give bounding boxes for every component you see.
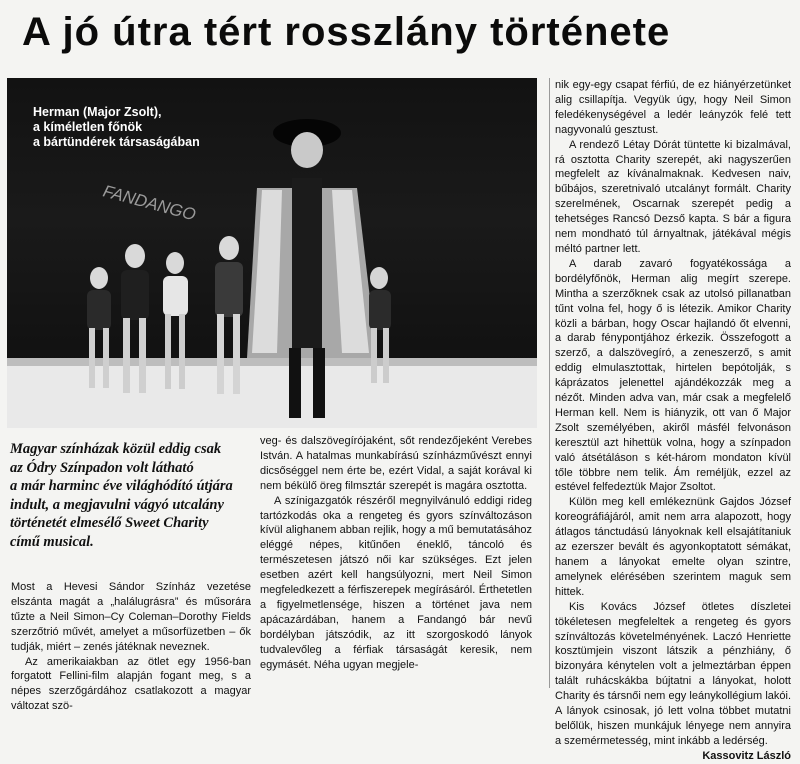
column-2 [260,434,532,673]
lead-paragraph [10,440,250,551]
body-paragraph: A színigazgatók részéről megnyilvánuló eddigi rideg tartózkodás oka a rengeteg és gyors színváltozáson kívül alighanem abban rejlik, hogy a mű bemutatásához eléggé népes, kitűnően éneklő, táncoló és természetesen játszó női kar szükséges. Ezt jelen esetben azért kell hangsúlyozni, mert Neil Simon megfeledkezett a férfiszerepek megírásáról. Érthetetlen a figyelmetlensége, hiszen a történet java nem apácazárdában, hanem a Fandangó bár nevű bordélyban játszódik, az itt szorgoskodó lányok tudvalevőleg a férfiak társaságát keresik, nem egymásét. Néha ugyan megjele- [260,494,532,671]
caption-line: a bártündérek társaságában [33,135,200,149]
body-paragraph: nik egy-egy csapat férfiú, de ez hiányérzetünket alig csillapítja. Vegyük úgy, hogy Neil Simon feledékenységével a ledér leányzók felé tett nagyvonalú gesztust. [555,79,791,136]
caption-line: a kíméletlen főnök [33,120,143,134]
lead-line: című musical. [10,533,94,550]
lead-line: indult, a megjavulni vágyó utcalány [10,496,224,513]
body-paragraph: A darab zavaró fogyatékossága a bordélyfőnök, Herman alig megírt szerepe. Mintha a szerzőknek csak az utolsó pillanatban tűnt volna fel, hogy ő is létezik. Amikor Charity közli a bárban, hogy Oscar hajlandó őt elvenni, a darab fénypontjához érkezik. Összefogott a szerző, a dalszövegíró, a zeneszerző, s amit eddig elmulasztottak, hirtelen bepótolják, s káprázatos jelenettel ajándékozzák meg a nézőt. Minden adva van, már csak a megfelelő Herman kell. Nem is hiányzik, ott van ő Major Zsolt személyében, akiről másfél felvonáson keresztül azt hihettük volna, hogy a színpadon való átsétáláson s két-három mondaton kívül tőle többre nem telik. Ám reméljük, ezzel az estével felfedeztük Major Zsoltot. [555,257,791,494]
body-paragraph: veg- és dalszövegírójaként, sőt rendezőjeként Verebes István. A hatalmas munkabírású színházművészt ennyi dicsőséggel nem érte be, ezért Vidal, a saját korával ki nem békülő öreg filmsztár szerepét is magára osztotta. [260,435,532,492]
lead-line: Magyar színházak közül eddig csak [10,441,222,457]
caption-line: Herman (Major Zsolt), [33,105,162,119]
column-3 [555,78,791,764]
author-signature: Kassovitz László [702,749,791,762]
column-1 [11,580,251,714]
lead-line: történetét elmesélő Sweet Charity [10,515,209,531]
article-photo [7,78,537,428]
fandango-sign: FANDANGO [100,181,198,225]
column-divider [549,78,550,688]
photo-caption [33,105,200,150]
lead-line: az Ódry Színpadon volt látható [10,459,194,476]
body-paragraph: Az amerikaiakban az ötlet egy 1956-ban forgatott Fellini-film alapján fogant meg, s a népes szerzőgárdához csatlakozott a magyar változat szö- [11,655,251,713]
body-paragraph: A rendező Létay Dórát tüntette ki bizalmával, rá osztotta Charity szerepét, aki nagyszerűen megfelelt az kívánalmaknak. Kedvesen naiv, bűbájos, szeretnivaló utcalányt formált. Charity szerelmének, Oscarnak szerepét pedig a tehetséges Rancsó Dezső kapta. S bár a figura nem mondható túl árnyaltnak, játékával mégis méltó partner lett. [555,138,791,255]
body-paragraph: Külön meg kell emlékeznünk Gajdos József koreográfiájáról, amit nem arra alapozott, hogy átlagos tánctudású lányoknak kell elsajátítaniuk az ezerszer bevált és agyonkoptatott sémákat, hanem a lányokat emelte olyan szintre, amelynek elérésében szerintem maguk sem hittek. [555,496,791,598]
lead-line: a már harminc éve világhódító útjára [10,478,233,494]
headline: A jó útra tért rosszlány története [22,10,671,54]
body-paragraph: Most a Hevesi Sándor Színház vezetése elszánta magát a „halálugrásra” és műsorára tűzte a Neil Simon–Cy Coleman–Dorothy Fields szerzőtrió művét, amelyet a műsorfüzetben – ők tudják, miért – zenés játéknak neveznek. [11,581,251,653]
body-paragraph: Kis Kovács József ötletes díszletei tökéletesen megfeleltek a rengeteg és gyors színváltozás követelményének. Laczó Henriette kosztümjein viszont látszik a pénzhiány, ő bizonyára kénytelen volt a jelmeztárban éppen talált ruhácskákba bújtatni a lányokat, holott Charity és társnői nem egy leánykollégium lakói. A lányok csinosak, jó lett volna többet mutatni belőlük, hiszen munkájuk lényege nem annyira a szemérmetesség, mint inkább a ledérség. [555,600,791,747]
